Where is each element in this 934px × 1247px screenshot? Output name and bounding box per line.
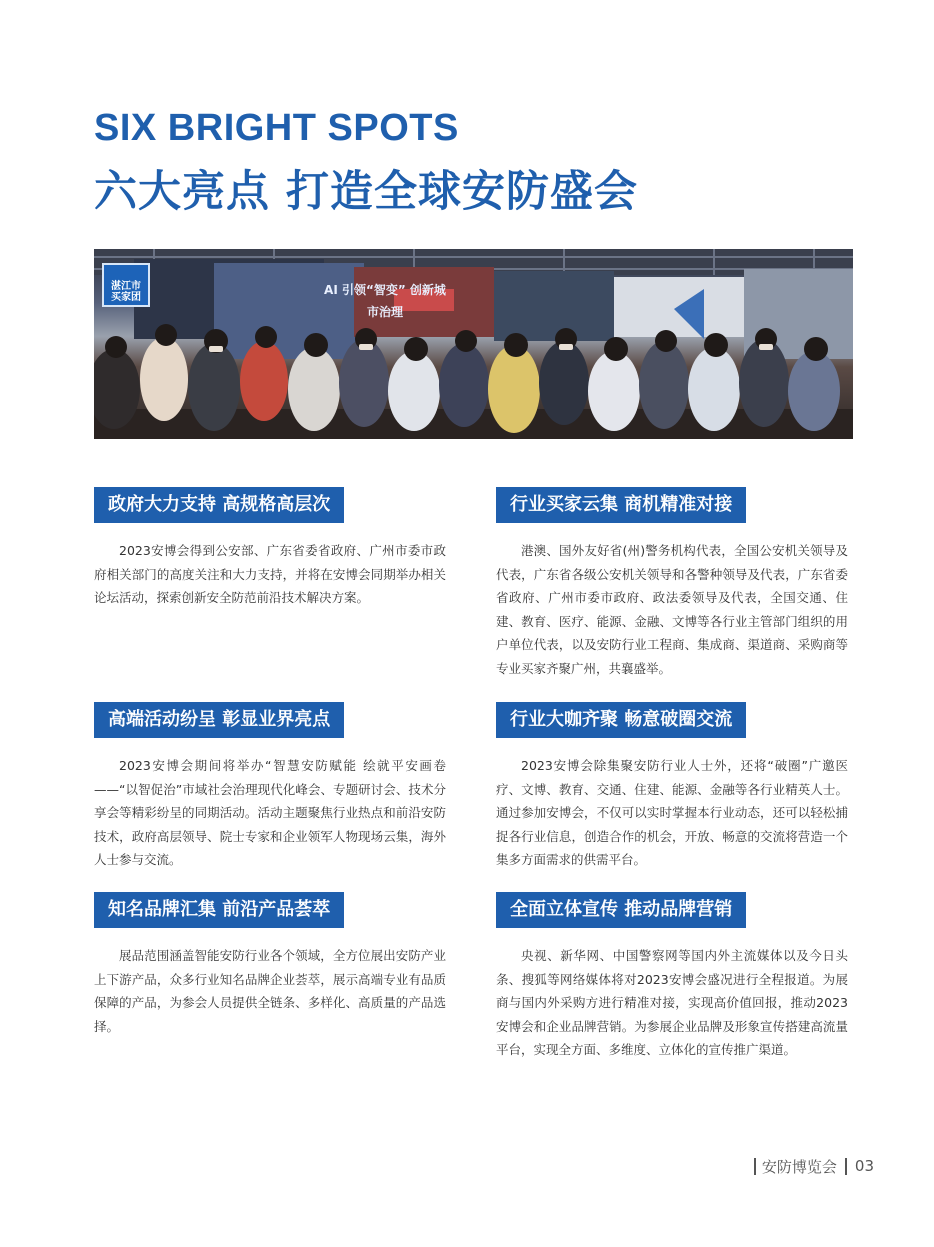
section-industry-leaders bbox=[496, 702, 848, 872]
crowd-illustration bbox=[94, 249, 853, 439]
section-body: 2023安博会得到公安部、广东省委省政府、广州市委市政府相关部门的高度关注和大力支持，并将在安博会同期举办相关论坛活动，探索创新安全防范前沿技术解决方案。 bbox=[94, 543, 446, 605]
section-body: 2023安博会除集聚安防行业人士外，还将“破圈”广邀医疗、文博、教育、交通、住建、能源、金融等各行业精英人士。通过参加安博会，不仅可以实时掌握本行业动态，还可以轻松捕捉各行业信息，创造合作的机会，开放、畅意的交流将营造一个集多方面需求的供需平台。 bbox=[496, 758, 848, 867]
section-high-end-events bbox=[94, 702, 446, 872]
footer-label: 安防博览会 bbox=[761, 1157, 837, 1176]
section-famous-brands bbox=[94, 892, 446, 1038]
page-number: 03 bbox=[854, 1157, 874, 1175]
section-heading: 高端活动纷呈 彰显业界亮点 bbox=[94, 702, 344, 738]
footer-divider bbox=[845, 1158, 847, 1175]
section-body: 央视、新华网、中国警察网等国内外主流媒体以及今日头条、搜狐等网络媒体将对2023安博会盛况进行全程报道。为展商与国内外采购方进行精准对接，实现高价值回报，推动2023安博会和企业品牌营销。为参展企业品牌及形象宣传搭建高流量平台，实现全方面、多维度、立体化的宣传推广渠道。 bbox=[496, 948, 848, 1057]
section-media-promotion bbox=[496, 892, 848, 1062]
section-heading: 知名品牌汇集 前沿产品荟萃 bbox=[94, 892, 344, 928]
booth-center bbox=[494, 271, 614, 341]
section-body: 展品范围涵盖智能安防行业各个领域，全方位展出安防产业上下游产品，众多行业知名品牌企业荟萃，展示高端专业有品质保障的产品，为参会人员提供全链条、多样化、高质量的产品选择。 bbox=[94, 948, 446, 1034]
section-government-support bbox=[94, 487, 446, 610]
expo-crowd-photo bbox=[94, 249, 853, 439]
section-heading: 行业买家云集 商机精准对接 bbox=[496, 487, 746, 523]
buyer-group-sign-text: 湛江市 买家团 bbox=[111, 281, 141, 303]
section-heading: 全面立体宣传 推动品牌营销 bbox=[496, 892, 746, 928]
section-body: 2023安博会期间将举办“智慧安防赋能 绘就平安画卷——“以智促治”市域社会治理现代化峰会、专题研讨会、技术分享会等精彩纷呈的同期活动。活动主题聚焦行业热点和前沿安防技术，政府高层领导、院士专家和企业领军人物现场云集，海外人士参与交流。 bbox=[94, 758, 446, 867]
booth-banner-text: AI 引领“智变” 创新城市治理 bbox=[324, 283, 446, 319]
title-chinese: 六大亮点 打造全球安防盛会 bbox=[94, 167, 638, 217]
section-heading: 政府大力支持 高规格高层次 bbox=[94, 487, 344, 523]
title-english: SIX BRIGHT SPOTS bbox=[94, 107, 459, 149]
section-buyers-gather bbox=[496, 487, 848, 680]
page-footer bbox=[754, 1156, 874, 1176]
footer-divider bbox=[754, 1158, 756, 1175]
section-heading: 行业大咖齐聚 畅意破圈交流 bbox=[496, 702, 746, 738]
buyer-group-sign bbox=[102, 263, 150, 307]
section-body: 港澳、国外友好省(州)警务机构代表，全国公安机关领导及代表，广东省各级公安机关领导和各警种领导及代表，广东省委省政府、广州市委市政府、政法委领导及代表，全国交通、住建、教育、医疗、能源、金融、文博等各行业主管部门组织的用户单位代表，以及安防行业工程商、集成商、渠道商、采购商等专业买家齐聚广州，共襄盛举。 bbox=[496, 543, 848, 676]
